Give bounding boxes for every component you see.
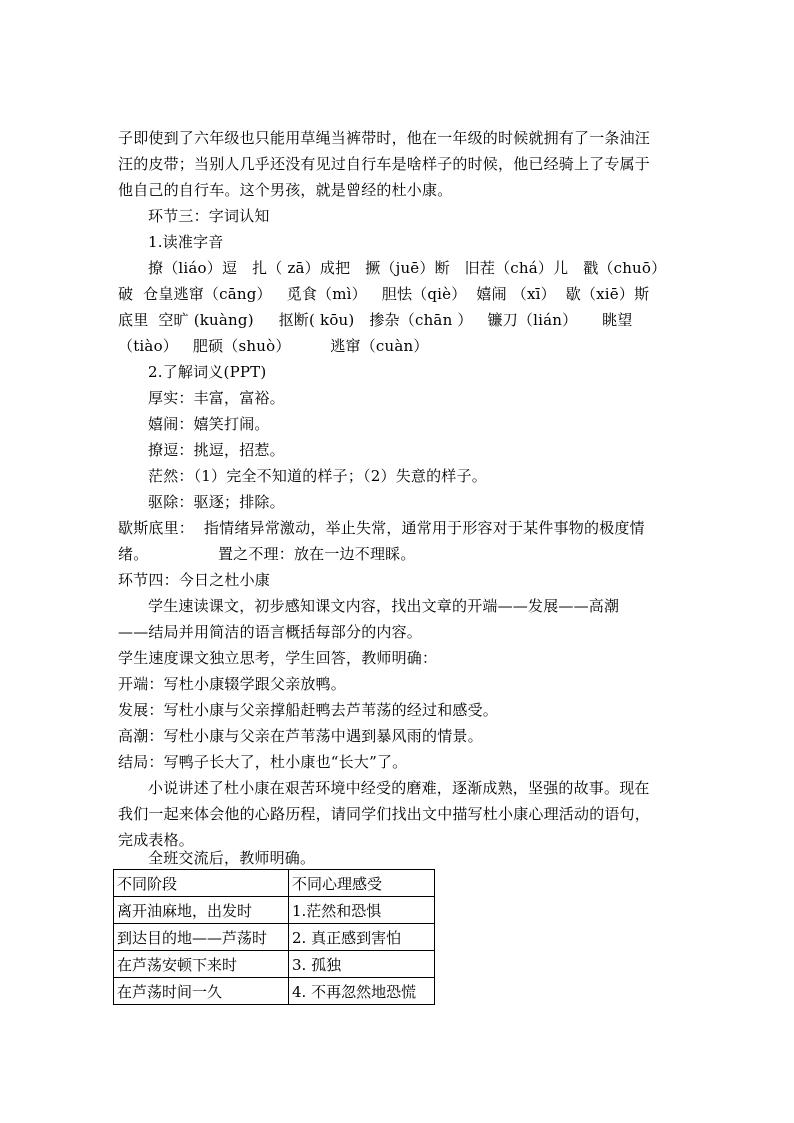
psychology-table bbox=[113, 869, 435, 1005]
definition-1: 厚实：丰富，富裕。 bbox=[148, 389, 285, 407]
summary-line-1: 小说讲述了杜小康在艰苦环境中经受的磨难，逐渐成熟，坚强的故事。现在 bbox=[148, 779, 650, 797]
table-cell: 1.茫然和恐惧 bbox=[289, 897, 435, 924]
table-row bbox=[114, 951, 435, 978]
table-header-cell: 不同心理感受 bbox=[289, 870, 435, 897]
pinyin-line-1: 撩（liáo）逗 扎（ zā）成把 撅（juē）断 旧茬（chá）儿 戳（chuō） bbox=[148, 259, 667, 277]
answer-intro: 学生速度课文独立思考，学生回答，教师明确： bbox=[118, 649, 438, 667]
summary-line-2: 我们一起来体会他的心路历程，请同学们找出文中描写杜小康心理活动的语句， bbox=[118, 805, 651, 823]
table-row bbox=[114, 897, 435, 924]
table-cell: 到达目的地——芦荡时 bbox=[114, 924, 289, 951]
definition-4: 茫然：（1）完全不知道的样子；（2）失意的样子。 bbox=[148, 467, 487, 485]
section3-sub1: 1.读准字音 bbox=[148, 233, 224, 251]
table-header-cell: 不同阶段 bbox=[114, 870, 289, 897]
pinyin-line-2: 破 仓皇逃窜（cāng） 觅食（mì） 胆怯（qiè） 嬉闹 （xī） 歇（xiē）斯 bbox=[118, 285, 650, 303]
intro-line-1: 子即使到了六年级也只能用草绳当裤带时，他在一年级的时候就拥有了一条油汪 bbox=[118, 129, 651, 147]
section3-sub2: 2.了解词义(PPT) bbox=[148, 363, 267, 381]
plot-beginning: 开端：写杜小康辍学跟父亲放鸭。 bbox=[118, 675, 347, 693]
table-header-row bbox=[114, 870, 435, 897]
plot-climax: 高潮：写杜小康与父亲在芦苇荡中遇到暴风雨的情景。 bbox=[118, 727, 483, 745]
section3-heading: 环节三：字词认知 bbox=[148, 207, 270, 225]
table-cell: 3. 孤独 bbox=[289, 951, 435, 978]
table-row bbox=[114, 978, 435, 1005]
definition-5: 驱除：驱逐；排除。 bbox=[148, 493, 285, 511]
table-cell: 在芦荡时间一久 bbox=[114, 978, 289, 1005]
section4-heading: 环节四：今日之杜小康 bbox=[118, 571, 271, 589]
definition-2: 嬉闹：嬉笑打闹。 bbox=[148, 415, 270, 433]
discussion-line: 全班交流后，教师明确。 bbox=[148, 849, 316, 867]
summary-line-3: 完成表格。 bbox=[118, 831, 195, 849]
definition-3: 撩逗：挑逗，招惹。 bbox=[148, 441, 285, 459]
table-cell: 2. 真正感到害怕 bbox=[289, 924, 435, 951]
plot-ending: 结局：写鸭子长大了，杜小康也“长大”了。 bbox=[118, 753, 408, 771]
definition-6-line-2: 绪。 置之不理：放在一边不理睬。 bbox=[118, 545, 416, 563]
pinyin-line-4: （tiào） 肥硕（shuò） 逃窜（cuàn） bbox=[118, 337, 429, 355]
task-line-1: 学生速读课文，初步感知课文内容，找出文章的开端——发展——高潮 bbox=[148, 597, 620, 615]
intro-line-2: 汪的皮带；当别人几乎还没有见过自行车是啥样子的时候，他已经骑上了专属于 bbox=[118, 155, 651, 173]
task-line-2: ——结局并用简洁的语言概括每部分的内容。 bbox=[118, 623, 423, 641]
intro-line-3: 他自己的自行车。这个男孩，就是曾经的杜小康。 bbox=[118, 181, 453, 199]
table-cell: 在芦荡安顿下来时 bbox=[114, 951, 289, 978]
plot-development: 发展：写杜小康与父亲撑船赶鸭去芦苇荡的经过和感受。 bbox=[118, 701, 499, 719]
definition-6-line-1: 歇斯底里： 指情绪异常激动，举止失常，通常用于形容对于某件事物的极度情 bbox=[118, 519, 645, 537]
pinyin-line-3: 底里 空旷 (kuàng) 抠断( kōu) 掺杂（chān ） 镰刀（lián） 眺望 bbox=[118, 311, 633, 329]
table-cell: 4. 不再忽然地恐慌 bbox=[289, 978, 435, 1005]
table-row bbox=[114, 924, 435, 951]
table-cell: 离开油麻地，出发时 bbox=[114, 897, 289, 924]
